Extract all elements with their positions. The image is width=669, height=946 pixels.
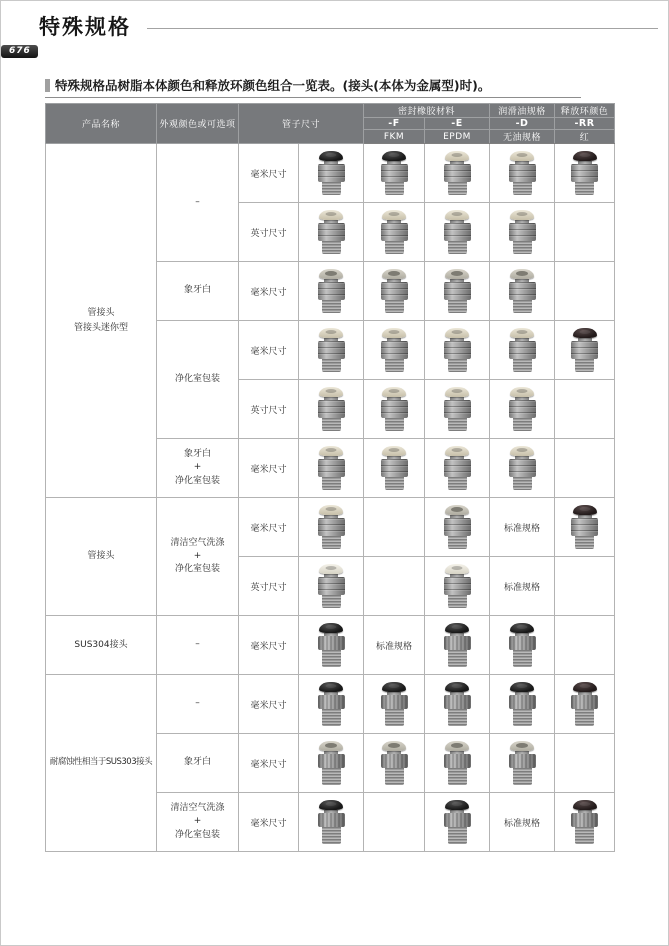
release-ring-cell	[555, 793, 615, 852]
fitting-photo	[444, 269, 471, 313]
fitting-hex	[509, 400, 536, 418]
table-row	[46, 675, 615, 734]
release-ring-cell	[555, 675, 615, 734]
seal-epdm-cell	[425, 380, 490, 439]
fitting-hex	[381, 695, 408, 709]
spec-combination-table	[45, 103, 615, 852]
section-heading	[45, 76, 581, 98]
fitting-stem	[448, 827, 467, 844]
release-ring-cell-crossed	[555, 557, 615, 616]
tube-size-photo-cell	[299, 498, 364, 557]
fitting-stem	[385, 418, 404, 431]
tube-size-cell: 毫米尺寸	[239, 144, 299, 203]
col-header-lube-group: 润滑油规格	[490, 104, 555, 118]
release-ring-cap	[319, 800, 343, 810]
fitting-stem	[322, 182, 341, 195]
fitting-hex	[509, 636, 536, 650]
release-ring-cell	[555, 498, 615, 557]
release-ring-cap	[445, 210, 469, 220]
product-cell: 管接头 管接头迷你型	[46, 144, 157, 498]
seal-epdm-cell	[425, 439, 490, 498]
fitting-hex	[571, 164, 598, 182]
seal-epdm-cell	[425, 144, 490, 203]
fitting-stem	[322, 536, 341, 549]
tube-size-cell: 毫米尺寸	[239, 734, 299, 793]
page-header	[39, 11, 658, 41]
fitting-hex	[318, 813, 345, 827]
fitting-stem	[385, 768, 404, 785]
seal-epdm-cell	[425, 321, 490, 380]
lube-free-cell	[490, 380, 555, 439]
tube-size-cell: 毫米尺寸	[239, 321, 299, 380]
release-ring-cap	[510, 151, 534, 161]
fitting-photo	[318, 623, 345, 667]
fitting-photo	[571, 151, 598, 195]
fitting-hex	[318, 754, 345, 768]
option-cell: 净化室包装	[157, 321, 239, 439]
heading-bullet	[45, 79, 50, 92]
fitting-hex	[444, 813, 471, 827]
col-header-d-name: 无油规格	[490, 130, 555, 144]
fitting-hex	[318, 577, 345, 595]
fitting-photo	[318, 682, 345, 726]
release-ring-cap	[510, 387, 534, 397]
release-ring-cap	[319, 328, 343, 338]
fitting-hex	[444, 695, 471, 709]
fitting-photo	[444, 328, 471, 372]
fitting-photo	[318, 269, 345, 313]
lube-free-cell: 标准规格	[490, 557, 555, 616]
fitting-photo	[318, 741, 345, 785]
fitting-photo	[381, 210, 408, 254]
fitting-hex	[444, 459, 471, 477]
product-cell: 管接头	[46, 498, 157, 616]
release-ring-cap	[319, 623, 343, 633]
col-header-rr-name: 红	[555, 130, 615, 144]
lube-free-cell: 标准规格	[490, 793, 555, 852]
fitting-hex	[509, 341, 536, 359]
seal-epdm-cell	[425, 793, 490, 852]
release-ring-cap	[510, 682, 534, 692]
release-ring-cap	[573, 328, 597, 338]
fitting-stem	[385, 300, 404, 313]
fitting-stem	[448, 768, 467, 785]
fitting-hex	[509, 695, 536, 709]
fitting-photo	[509, 151, 536, 195]
tube-size-photo-cell	[299, 439, 364, 498]
fitting-stem	[575, 359, 594, 372]
fitting-hex	[381, 341, 408, 359]
fitting-hex	[318, 400, 345, 418]
tube-size-photo-cell	[299, 144, 364, 203]
release-ring-cap	[445, 328, 469, 338]
release-ring-cap	[445, 623, 469, 633]
fitting-photo	[509, 269, 536, 313]
col-header-size: 管子尺寸	[239, 104, 364, 144]
fitting-hex	[571, 813, 598, 827]
col-header-option: 外观颜色或可选项	[157, 104, 239, 144]
fitting-stem	[448, 477, 467, 490]
lube-free-cell	[490, 262, 555, 321]
seal-epdm-cell	[425, 557, 490, 616]
fitting-hex	[318, 518, 345, 536]
fitting-stem	[513, 300, 532, 313]
fitting-hex	[509, 164, 536, 182]
fitting-hex	[318, 341, 345, 359]
fitting-stem	[322, 650, 341, 667]
lube-free-cell	[490, 734, 555, 793]
release-ring-cap	[510, 328, 534, 338]
tube-size-cell: 毫米尺寸	[239, 793, 299, 852]
release-ring-cap	[573, 800, 597, 810]
fitting-photo	[318, 505, 345, 549]
lube-free-cell	[490, 144, 555, 203]
option-cell: 象牙白	[157, 262, 239, 321]
fitting-photo	[381, 741, 408, 785]
fitting-hex	[444, 164, 471, 182]
release-ring-cap	[382, 682, 406, 692]
release-ring-cap	[319, 269, 343, 279]
release-ring-cap	[445, 800, 469, 810]
release-ring-cap	[319, 210, 343, 220]
tube-size-cell: 毫米尺寸	[239, 262, 299, 321]
fitting-stem	[448, 536, 467, 549]
lube-free-cell	[490, 439, 555, 498]
release-ring-cell-crossed	[555, 262, 615, 321]
release-ring-cell-crossed	[555, 616, 615, 675]
release-ring-cap	[510, 269, 534, 279]
col-header-seal-group: 密封橡胶材料	[364, 104, 490, 118]
tube-size-photo-cell	[299, 675, 364, 734]
option-cell: 象牙白 + 净化室包装	[157, 439, 239, 498]
table-header-row-groups	[46, 104, 615, 118]
fitting-stem	[385, 359, 404, 372]
release-ring-cap	[319, 151, 343, 161]
release-ring-cap	[445, 682, 469, 692]
table-row	[46, 498, 615, 557]
option-cell: –	[157, 616, 239, 675]
col-header-ring-group: 释放环颜色	[555, 104, 615, 118]
fitting-stem	[575, 709, 594, 726]
release-ring-cap	[573, 505, 597, 515]
seal-fkm-cell	[364, 439, 425, 498]
seal-fkm-cell	[364, 144, 425, 203]
tube-size-cell: 毫米尺寸	[239, 675, 299, 734]
lube-free-cell	[490, 321, 555, 380]
fitting-stem	[448, 359, 467, 372]
page-title: 特殊规格	[39, 15, 131, 39]
product-cell: 耐腐蚀性相当于SUS303接头	[46, 675, 157, 852]
table-row	[46, 616, 615, 675]
tube-size-photo-cell	[299, 616, 364, 675]
fitting-hex	[509, 282, 536, 300]
release-ring-cap	[510, 446, 534, 456]
fitting-hex	[381, 400, 408, 418]
seal-fkm-cell	[364, 734, 425, 793]
fitting-photo	[444, 564, 471, 608]
release-ring-cap	[319, 387, 343, 397]
fitting-stem	[448, 300, 467, 313]
seal-fkm-cell-crossed	[364, 793, 425, 852]
fitting-hex	[509, 459, 536, 477]
release-ring-cell-crossed	[555, 734, 615, 793]
fitting-hex	[381, 164, 408, 182]
fitting-photo	[318, 446, 345, 490]
fitting-photo	[318, 151, 345, 195]
fitting-stem	[322, 827, 341, 844]
col-header-rr-code: -RR	[555, 118, 615, 130]
fitting-hex	[444, 518, 471, 536]
section-heading-text: 特殊规格品树脂本体颜色和释放环颜色组合一览表。(接头(本体为金属型)时)。	[55, 78, 491, 93]
release-ring-cap	[382, 210, 406, 220]
release-ring-cell-crossed	[555, 380, 615, 439]
release-ring-cap	[510, 623, 534, 633]
release-ring-cap	[319, 446, 343, 456]
fitting-stem	[385, 709, 404, 726]
seal-epdm-cell	[425, 498, 490, 557]
seal-fkm-cell	[364, 675, 425, 734]
fitting-photo	[444, 151, 471, 195]
fitting-hex	[444, 400, 471, 418]
fitting-hex	[444, 223, 471, 241]
fitting-stem	[322, 595, 341, 608]
fitting-hex	[444, 577, 471, 595]
fitting-hex	[571, 695, 598, 709]
seal-fkm-cell	[364, 203, 425, 262]
fitting-photo	[509, 682, 536, 726]
fitting-photo	[509, 623, 536, 667]
fitting-photo	[381, 269, 408, 313]
fitting-photo	[509, 741, 536, 785]
lube-free-cell: 标准规格	[490, 498, 555, 557]
tube-size-photo-cell	[299, 203, 364, 262]
seal-epdm-cell	[425, 675, 490, 734]
release-ring-cell-crossed	[555, 439, 615, 498]
fitting-photo	[571, 505, 598, 549]
fitting-stem	[322, 241, 341, 254]
release-ring-cap	[510, 210, 534, 220]
release-ring-cap	[319, 564, 343, 574]
fitting-photo	[318, 387, 345, 431]
fitting-photo	[444, 446, 471, 490]
release-ring-cap	[445, 564, 469, 574]
fitting-stem	[575, 182, 594, 195]
seal-epdm-cell	[425, 203, 490, 262]
release-ring-cap	[319, 741, 343, 751]
fitting-hex	[318, 636, 345, 650]
fitting-stem	[513, 418, 532, 431]
fitting-stem	[448, 182, 467, 195]
option-cell: –	[157, 675, 239, 734]
tube-size-photo-cell	[299, 262, 364, 321]
fitting-hex	[444, 754, 471, 768]
option-cell: 清洁空气洗涤 + 净化室包装	[157, 498, 239, 616]
fitting-photo	[571, 800, 598, 844]
fitting-stem	[448, 650, 467, 667]
fitting-photo	[571, 328, 598, 372]
fitting-stem	[385, 241, 404, 254]
fitting-hex	[381, 282, 408, 300]
table-row	[46, 144, 615, 203]
release-ring-cap	[382, 741, 406, 751]
tube-size-cell: 英寸尺寸	[239, 203, 299, 262]
seal-fkm-cell	[364, 321, 425, 380]
fitting-hex	[444, 282, 471, 300]
fitting-stem	[513, 768, 532, 785]
fitting-hex	[318, 282, 345, 300]
fitting-stem	[575, 827, 594, 844]
col-header-d-code: -D	[490, 118, 555, 130]
fitting-hex	[381, 754, 408, 768]
fitting-stem	[513, 241, 532, 254]
fitting-stem	[448, 418, 467, 431]
fitting-photo	[381, 387, 408, 431]
col-header-product: 产品名称	[46, 104, 157, 144]
fitting-photo	[571, 682, 598, 726]
fitting-stem	[448, 709, 467, 726]
fitting-stem	[513, 477, 532, 490]
release-ring-cap	[319, 682, 343, 692]
fitting-stem	[513, 709, 532, 726]
fitting-stem	[385, 182, 404, 195]
tube-size-photo-cell	[299, 734, 364, 793]
release-ring-cap	[382, 269, 406, 279]
fitting-photo	[444, 800, 471, 844]
tube-size-cell: 毫米尺寸	[239, 616, 299, 675]
seal-fkm-cell-crossed	[364, 498, 425, 557]
release-ring-cap	[445, 269, 469, 279]
fitting-photo	[509, 210, 536, 254]
fitting-stem	[322, 300, 341, 313]
fitting-photo	[444, 623, 471, 667]
product-cell: SUS304接头	[46, 616, 157, 675]
option-cell: 象牙白	[157, 734, 239, 793]
release-ring-cell	[555, 321, 615, 380]
release-ring-cap	[319, 505, 343, 515]
fitting-photo	[318, 800, 345, 844]
seal-fkm-cell: 标准规格	[364, 616, 425, 675]
fitting-hex	[571, 341, 598, 359]
fitting-photo	[381, 682, 408, 726]
release-ring-cap	[573, 151, 597, 161]
fitting-hex	[571, 518, 598, 536]
fitting-hex	[444, 636, 471, 650]
fitting-photo	[444, 682, 471, 726]
lube-free-cell	[490, 616, 555, 675]
tube-size-cell: 英寸尺寸	[239, 380, 299, 439]
fitting-photo	[444, 387, 471, 431]
release-ring-cap	[445, 387, 469, 397]
fitting-photo	[381, 446, 408, 490]
fitting-photo	[318, 210, 345, 254]
release-ring-cell-crossed	[555, 203, 615, 262]
tube-size-photo-cell	[299, 793, 364, 852]
fitting-stem	[322, 477, 341, 490]
col-header-e-code: -E	[425, 118, 490, 130]
release-ring-cap	[510, 741, 534, 751]
fitting-stem	[513, 182, 532, 195]
seal-epdm-cell	[425, 262, 490, 321]
release-ring-cap	[445, 446, 469, 456]
fitting-hex	[318, 695, 345, 709]
fitting-photo	[444, 210, 471, 254]
fitting-photo	[509, 446, 536, 490]
tube-size-cell: 毫米尺寸	[239, 498, 299, 557]
release-ring-cap	[382, 328, 406, 338]
seal-fkm-cell-crossed	[364, 557, 425, 616]
tube-size-photo-cell	[299, 380, 364, 439]
fitting-stem	[322, 418, 341, 431]
col-header-f-code: -F	[364, 118, 425, 130]
release-ring-cap	[573, 682, 597, 692]
lube-free-cell	[490, 675, 555, 734]
release-ring-cap	[382, 151, 406, 161]
fitting-hex	[509, 754, 536, 768]
fitting-hex	[381, 223, 408, 241]
fitting-stem	[513, 359, 532, 372]
tube-size-photo-cell	[299, 557, 364, 616]
fitting-hex	[444, 341, 471, 359]
release-ring-cell	[555, 144, 615, 203]
seal-fkm-cell	[364, 262, 425, 321]
release-ring-cap	[445, 151, 469, 161]
tube-size-cell: 英寸尺寸	[239, 557, 299, 616]
fitting-stem	[448, 241, 467, 254]
fitting-hex	[381, 459, 408, 477]
lube-free-cell	[490, 203, 555, 262]
fitting-photo	[509, 328, 536, 372]
fitting-hex	[509, 223, 536, 241]
release-ring-cap	[445, 505, 469, 515]
option-cell: –	[157, 144, 239, 262]
seal-epdm-cell	[425, 616, 490, 675]
fitting-photo	[381, 151, 408, 195]
fitting-stem	[513, 650, 532, 667]
fitting-photo	[444, 505, 471, 549]
fitting-stem	[322, 709, 341, 726]
fitting-hex	[318, 223, 345, 241]
fitting-photo	[509, 387, 536, 431]
tube-size-cell: 毫米尺寸	[239, 439, 299, 498]
release-ring-cap	[382, 446, 406, 456]
fitting-stem	[322, 768, 341, 785]
fitting-photo	[318, 564, 345, 608]
seal-epdm-cell	[425, 734, 490, 793]
page-number-badge: 676	[1, 45, 38, 58]
fitting-hex	[318, 459, 345, 477]
fitting-hex	[318, 164, 345, 182]
col-header-f-name: FKM	[364, 130, 425, 144]
title-rule	[147, 28, 658, 29]
fitting-photo	[381, 328, 408, 372]
tube-size-photo-cell	[299, 321, 364, 380]
fitting-stem	[575, 536, 594, 549]
fitting-photo	[444, 741, 471, 785]
release-ring-cap	[382, 387, 406, 397]
release-ring-cap	[445, 741, 469, 751]
seal-fkm-cell	[364, 380, 425, 439]
fitting-stem	[322, 359, 341, 372]
fitting-photo	[318, 328, 345, 372]
col-header-e-name: EPDM	[425, 130, 490, 144]
fitting-stem	[448, 595, 467, 608]
option-cell: 清洁空气洗涤 + 净化室包装	[157, 793, 239, 852]
fitting-stem	[385, 477, 404, 490]
